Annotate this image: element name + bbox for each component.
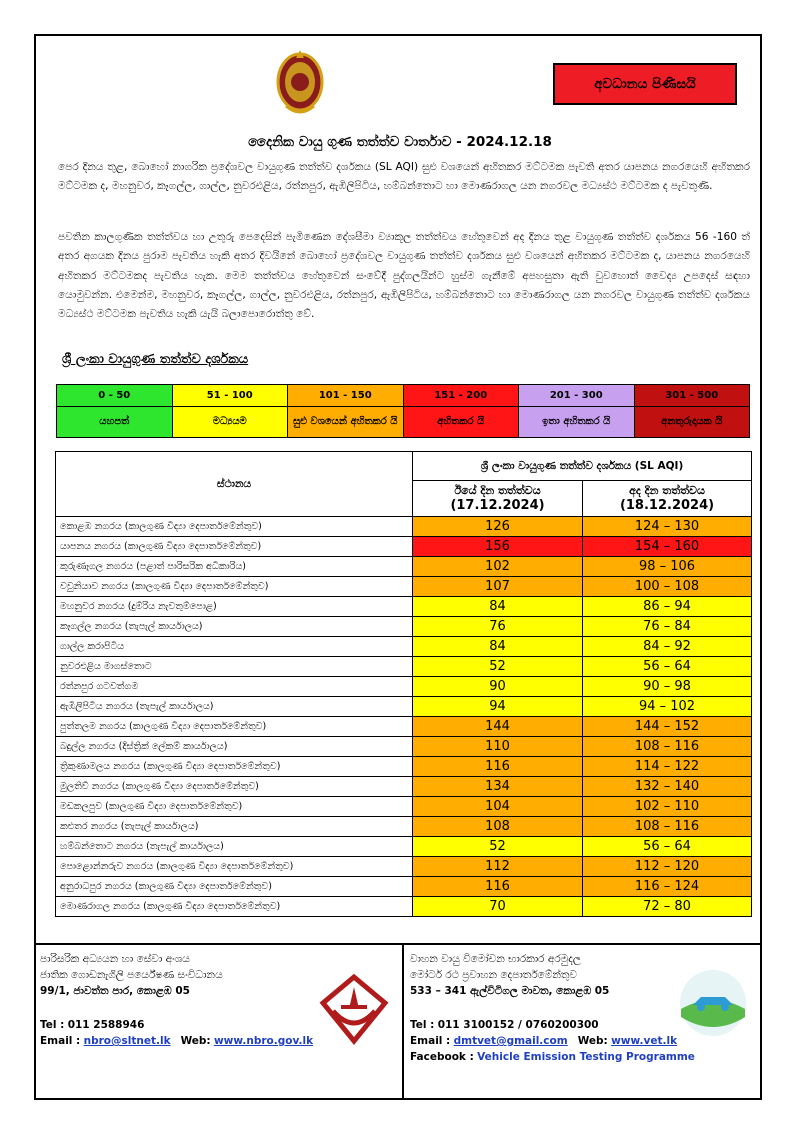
station-name: පුත්තලම නගරය (කාලගුණ විද්‍යා දෙපාර්තමේන්තුව) bbox=[56, 717, 413, 737]
legend-range: 201 - 300 bbox=[519, 385, 635, 407]
legend-label: මධ්‍යයම bbox=[172, 407, 288, 438]
yesterday-value: 108 bbox=[413, 817, 583, 837]
footer-right: වාහන වායු විමෝචන භාරකාර අරමුදල මෝටර් රථ ප්‍රවාහන දෙපාර්තමේන්තුව 533 – 341 ඇල්විටිගල මාවත, කොළඹ 05 Tel : 011 3100152 / 0760200300 Email : dmtvet@gmail.com Web: www.vet.lk Facebook : Vehicle Emission Testing Programme bbox=[410, 953, 695, 1063]
station-name: මුලතිව් නගරය (කාලගුණ විද්‍යා දෙපාර්තමේන්තුව) bbox=[56, 777, 413, 797]
yesterday-value: 107 bbox=[413, 577, 583, 597]
station-name: රත්නපුර ගටවත්ගම bbox=[56, 677, 413, 697]
today-value: 124 – 130 bbox=[583, 517, 752, 537]
table-row bbox=[56, 537, 752, 557]
paragraph-forecast: පවතින කාලගුණික තත්ත්වය හා උතුරු පෙදෙසින් පැමිණෙන දේශසීමා ව්‍යාකූල තත්ත්වය හේතුවෙන් අද දිනය තුළ වායුගුණ තත්ත්ව දර්ශකය 56 -160 ත් අතර අගයක දිනය පුරාම පැවතිය හැකි අතර දිවයිනේ බොහෝ ප්‍රදේශවල වායුගුණ තත්ත්ව දර්ශකය සුළු වශයෙන් අහිතකර මට්ටමක ද, යාපනය නගරයෙහි අහිතකර මට්ටමකද පැවතිය හැක. මෙම තත්ත්වය හේතුවෙන් සංවේදී පුද්ගලයින්ට හුස්ම ගැනීමේ අපහසුතා ඇති වුවහොත් වෛද්‍ය උපදෙස් සඳහා යොමුවන්න. එමෙන්ම, මහනුවර, කෑගල්ල, ගාල්ල, නුවරඑළිය, රත්නපුර, ඇඹිලිපිටිය, හම්බන්තොට හා මොණරාගල යන නගරවල වායුගුණ තත්ත්ව දර්ශකය මධ්‍යස්ථ මට්ටමක පැවතිය හැකි යැයි බලාපොරොත්තු වේ. bbox=[58, 231, 750, 321]
vet-email-link[interactable]: dmtvet@gmail.com bbox=[453, 1035, 568, 1047]
vet-tel: 011 3100152 / 0760200300 bbox=[437, 1019, 599, 1031]
yesterday-value: 76 bbox=[413, 617, 583, 637]
index-title: ශ්‍රී ලංකා වායුගුණ තත්ත්ව දර්ශකය bbox=[62, 352, 249, 367]
yesterday-value: 144 bbox=[413, 717, 583, 737]
yesterday-value: 94 bbox=[413, 697, 583, 717]
today-value: 154 – 160 bbox=[583, 537, 752, 557]
today-value: 56 – 64 bbox=[583, 837, 752, 857]
legend-label: අනතුරුදායක යි bbox=[634, 407, 750, 438]
yesterday-value: 110 bbox=[413, 737, 583, 757]
legend-range: 101 - 150 bbox=[288, 385, 404, 407]
table-row bbox=[56, 777, 752, 797]
today-value: 72 – 80 bbox=[583, 897, 752, 917]
table-row bbox=[56, 597, 752, 617]
yesterday-value: 52 bbox=[413, 837, 583, 857]
yesterday-value: 156 bbox=[413, 537, 583, 557]
station-name: හම්බන්තොට නගරය (තැපැල් කාර්යාලය) bbox=[56, 837, 413, 857]
yesterday-value: 70 bbox=[413, 897, 583, 917]
today-value: 98 – 106 bbox=[583, 557, 752, 577]
station-name: කොළඹ නගරය (කාලගුණ විද්‍යා දෙපාර්තමේන්තුව) bbox=[56, 517, 413, 537]
station-name: කුරුණෑගල නගරය (පළාත් පාරිසරික අධිකාරිය) bbox=[56, 557, 413, 577]
station-name: ත්‍රිකුණාමලය නගරය (කාලගුණ විද්‍යා දෙපාර්තමේන්තුව) bbox=[56, 757, 413, 777]
today-header: අද දින තත්ත්වය (18.12.2024) bbox=[583, 481, 752, 517]
table-row bbox=[56, 897, 752, 917]
table-row bbox=[56, 717, 752, 737]
sri-lanka-emblem-icon bbox=[276, 44, 324, 120]
yesterday-value: 134 bbox=[413, 777, 583, 797]
yesterday-header: ඊයේ දින තත්ත්වය (17.12.2024) bbox=[413, 481, 583, 517]
today-value: 84 – 92 bbox=[583, 637, 752, 657]
yesterday-value: 84 bbox=[413, 637, 583, 657]
today-value: 132 – 140 bbox=[583, 777, 752, 797]
today-value: 100 – 108 bbox=[583, 577, 752, 597]
station-name: මහනුවර නගරය (දුම්රිය නැවතුම්පොළ) bbox=[56, 597, 413, 617]
nbro-email-link[interactable]: nbro@sltnet.lk bbox=[83, 1035, 171, 1047]
station-name: යාපනය නගරය (කාලගුණ විද්‍යා දෙපාර්තමේන්තුව) bbox=[56, 537, 413, 557]
attention-badge: අවධානය පිණිසයි bbox=[553, 63, 737, 105]
table-row bbox=[56, 857, 752, 877]
table-row bbox=[56, 617, 752, 637]
legend-label: සුළු වශයෙන් අහිතකර යි bbox=[288, 407, 404, 438]
legend-range: 51 - 100 bbox=[172, 385, 288, 407]
table-row bbox=[56, 877, 752, 897]
table-row bbox=[56, 737, 752, 757]
station-name: වවුනියාව නගරය (කාලගුණ විද්‍යා දෙපාර්තමේන්තුව) bbox=[56, 577, 413, 597]
yesterday-value: 104 bbox=[413, 797, 583, 817]
station-name: නුවරඑළිය මාගස්තොට bbox=[56, 657, 413, 677]
vet-logo-icon bbox=[677, 967, 749, 1039]
index-header: ශ්‍රී ලංකා වායුගුණ තත්ත්ව දර්ශකය (SL AQI) bbox=[413, 452, 752, 481]
today-value: 144 – 152 bbox=[583, 717, 752, 737]
legend-range: 151 - 200 bbox=[403, 385, 519, 407]
report-title: දෛනික වායු ගුණ තත්ත්ව වාර්තාව - 2024.12.18 bbox=[248, 134, 552, 150]
table-row bbox=[56, 817, 752, 837]
table-row bbox=[56, 757, 752, 777]
station-name: ඇඹිලිපිටිය නගරය (තැපැල් කාර්යාලය) bbox=[56, 697, 413, 717]
station-name: කෑගල්ල නගරය (තැපැල් කාර්යාලය) bbox=[56, 617, 413, 637]
station-name: අනුරාධපුර නගරය (කාලගුණ විද්‍යා දෙපාර්තමේන්තුව) bbox=[56, 877, 413, 897]
nbro-logo-icon bbox=[319, 973, 389, 1045]
legend-label: ඉතා අහිතකර යි bbox=[519, 407, 635, 438]
today-value: 116 – 124 bbox=[583, 877, 752, 897]
today-value: 108 – 116 bbox=[583, 737, 752, 757]
today-value: 94 – 102 bbox=[583, 697, 752, 717]
table-row bbox=[56, 517, 752, 537]
today-value: 112 – 120 bbox=[583, 857, 752, 877]
table-row bbox=[56, 797, 752, 817]
station-name: මොණරාගල නගරය (කාලගුණ විද්‍යා දෙපාර්තමේන්තුව) bbox=[56, 897, 413, 917]
yesterday-value: 116 bbox=[413, 877, 583, 897]
aqi-table bbox=[55, 451, 752, 917]
station-name: පොළොන්නරුව නගරය (කාලගුණ විද්‍යා දෙපාර්තමේන්තුව) bbox=[56, 857, 413, 877]
table-row bbox=[56, 657, 752, 677]
vet-web-link[interactable]: www.vet.lk bbox=[611, 1035, 678, 1047]
today-value: 90 – 98 bbox=[583, 677, 752, 697]
vet-facebook-link[interactable]: Vehicle Emission Testing Programme bbox=[477, 1051, 695, 1063]
legend-label: අහිතකර යි bbox=[403, 407, 519, 438]
today-value: 86 – 94 bbox=[583, 597, 752, 617]
paragraph-previous-day: පෙර දිනය තුළ, බොහෝ නාගරික ප්‍රදේශවල වායුගුණ තත්ත්ව දර්ශකය (SL AQI) සුළු වශයෙන් අහිතකර මට්ටමක පැවති අතර යාපනය නගරයෙහි අහිතකර මට්ටමක ද, මහනුවර, කෑගල්ල, ගාල්ල, නුවරඑළිය, රත්නපුර, ඇඹිලිපිටිය, හම්බන්තොට හා මොණරාගල යන නගරවල මධ්‍යස්ථ මට්ටමක ද පැවතුණි. bbox=[58, 161, 750, 193]
station-name: ගාල්ල කරාපිටිය bbox=[56, 637, 413, 657]
legend-range: 0 - 50 bbox=[57, 385, 173, 407]
station-name: මඩකලපුව (කාලගුණ විද්‍යා දෙපාර්තමේන්තුව) bbox=[56, 797, 413, 817]
table-row bbox=[56, 697, 752, 717]
table-row bbox=[56, 837, 752, 857]
today-value: 114 – 122 bbox=[583, 757, 752, 777]
today-value: 102 – 110 bbox=[583, 797, 752, 817]
yesterday-value: 126 bbox=[413, 517, 583, 537]
aqi-legend bbox=[56, 384, 750, 438]
footer-left: පාරිසරික අධ්‍යයන හා සේවා අංශය ජාතික ගොඩනැගිලි පර්යේෂණ සංවිධානය 99/1, ජාවත්ත පාර, කොළඹ 05 Tel : 011 2588946 Email : nbro@sltnet.lk Web: www.nbro.gov.lk bbox=[40, 953, 314, 1047]
nbro-web-link[interactable]: www.nbro.gov.lk bbox=[213, 1035, 314, 1047]
legend-label: යහපත් bbox=[57, 407, 173, 438]
yesterday-value: 112 bbox=[413, 857, 583, 877]
table-row bbox=[56, 557, 752, 577]
yesterday-value: 84 bbox=[413, 597, 583, 617]
station-header: ස්ථානය bbox=[56, 452, 413, 517]
legend-range: 301 - 500 bbox=[634, 385, 750, 407]
yesterday-value: 116 bbox=[413, 757, 583, 777]
table-row bbox=[56, 577, 752, 597]
station-name: බදුල්ල නගරය (දිස්ත්‍රික් ලේකම් කාර්යාලය) bbox=[56, 737, 413, 757]
table-row bbox=[56, 677, 752, 697]
nbro-tel: 011 2588946 bbox=[67, 1019, 145, 1031]
yesterday-value: 90 bbox=[413, 677, 583, 697]
today-value: 56 – 64 bbox=[583, 657, 752, 677]
yesterday-value: 52 bbox=[413, 657, 583, 677]
footer bbox=[34, 943, 762, 1100]
table-row bbox=[56, 637, 752, 657]
today-value: 108 – 116 bbox=[583, 817, 752, 837]
station-name: කළුතර නගරය (තැපැල් කාර්යාලය) bbox=[56, 817, 413, 837]
yesterday-value: 102 bbox=[413, 557, 583, 577]
today-value: 76 – 84 bbox=[583, 617, 752, 637]
footer-divider bbox=[402, 945, 404, 1100]
